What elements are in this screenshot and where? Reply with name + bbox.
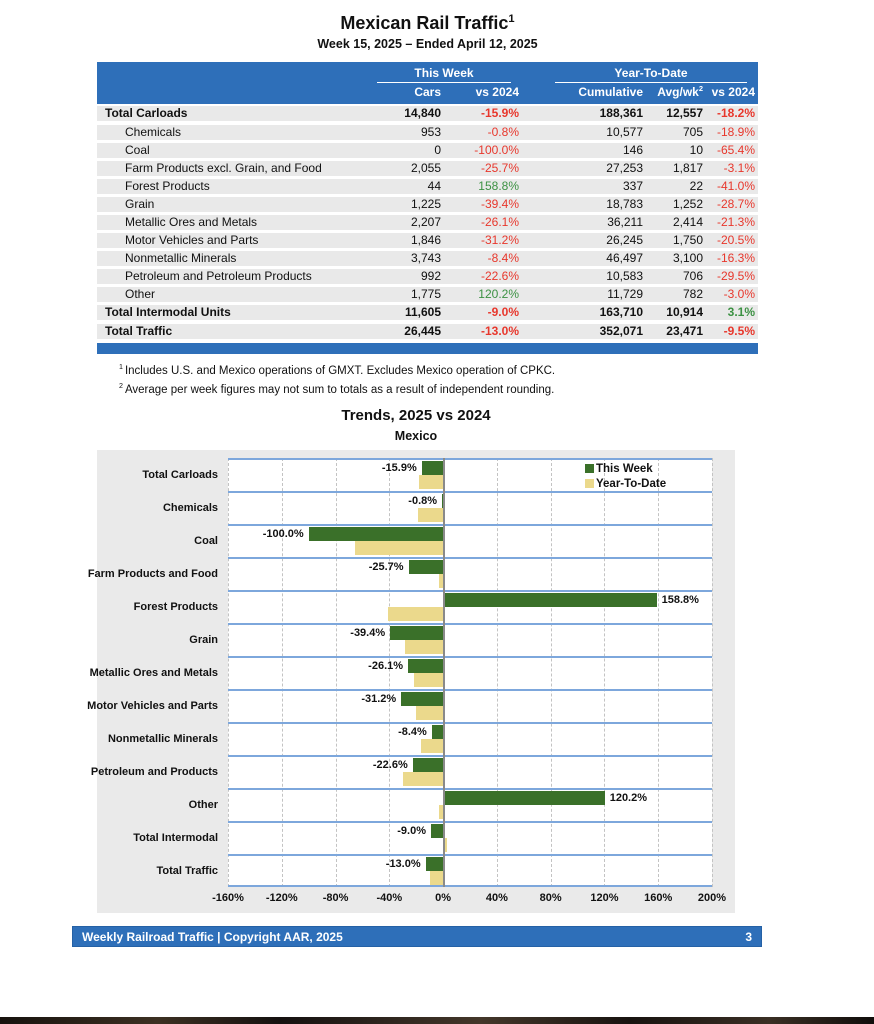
cell-this-week-vs-2024: -22.6% [480, 269, 519, 283]
cell-cumulative: 163,710 [599, 305, 643, 319]
bar-value-label: -13.0% [385, 858, 421, 870]
bar-this-week [309, 527, 443, 541]
cell-avg-wk: 10,914 [666, 305, 703, 319]
cell-cars: 44 [427, 179, 441, 193]
chart-band-plot [228, 788, 712, 821]
cell-ytd-vs-2024: -65.4% [716, 143, 755, 157]
bar-value-label: -22.6% [372, 759, 408, 771]
chart-legend [585, 461, 666, 491]
cell-cars: 2,055 [410, 161, 441, 175]
group-header-this-week: This Week [367, 67, 521, 83]
chart-band-plot [228, 755, 712, 788]
legend-item-year-to-date [585, 476, 666, 491]
legend-swatch-this-week-icon [585, 464, 594, 473]
bar-year-to-date [416, 706, 444, 720]
chart-band [87, 689, 712, 722]
cell-avg-wk: 1,252 [672, 197, 703, 211]
next-page-edge [0, 1017, 874, 1024]
table-row [97, 197, 758, 212]
col-header-cumulative: Cumulative [578, 84, 643, 99]
table-row [97, 287, 758, 302]
chart-band-plot [228, 722, 712, 755]
cell-cars: 1,846 [410, 233, 441, 247]
title-footnote-marker: 1 [508, 13, 515, 25]
page-title-text: Mexican Rail Traffic [340, 13, 509, 33]
bar-value-label: 120.2% [609, 792, 648, 804]
axis-tick-label: -160% [212, 892, 244, 904]
cell-ytd-vs-2024: -18.9% [716, 125, 755, 139]
legend-label-year-to-date: Year-To-Date [596, 477, 667, 490]
bar-this-week [443, 593, 656, 607]
chart-category-label: Total Traffic [156, 864, 218, 877]
table-row [97, 179, 758, 194]
cell-avg-wk: 1,750 [672, 233, 703, 247]
cell-avg-wk: 706 [682, 269, 703, 283]
chart-band [89, 656, 712, 689]
bar-value-label: -8.4% [398, 726, 427, 738]
bar-this-week [408, 659, 443, 673]
row-label: Farm Products excl. Grain, and Food [125, 161, 322, 175]
table-row [97, 251, 758, 266]
chart-band [97, 491, 712, 524]
chart-subtitle: Mexico [394, 429, 438, 443]
cell-ytd-vs-2024: -20.5% [716, 233, 755, 247]
chart-category-label: Total Intermodal [133, 831, 218, 844]
footnote-line: $^1$ Includes U.S. and Mexico operations of GMXT. Excludes Mexico operation of CPKC. [119, 363, 556, 377]
table-row [97, 125, 758, 140]
cell-cumulative: 337 [622, 179, 643, 193]
bar-this-week [426, 857, 443, 871]
cell-this-week-vs-2024: -25.7% [480, 161, 519, 175]
axis-tick-label: 160% [644, 892, 673, 904]
footnotes [119, 362, 758, 400]
footnote-line: $^2$ Average per week figures may not sum to totals as a result of independent rounding. [119, 382, 555, 396]
col-header-cars: Cars [414, 84, 441, 99]
row-label: Nonmetallic Minerals [125, 251, 237, 265]
chart-band [87, 557, 712, 590]
cell-cars: 11,605 [404, 305, 441, 319]
group-header-year-to-date: Year-To-Date [545, 67, 757, 83]
table-row [97, 143, 758, 158]
gridline [712, 458, 713, 887]
col-header-tw-vs-2024: vs 2024 [475, 84, 519, 99]
cell-this-week-vs-2024: -26.1% [480, 215, 519, 229]
row-label: Grain [125, 197, 155, 211]
bar-value-label: -0.8% [408, 495, 438, 507]
bar-this-week [443, 791, 605, 805]
chart-category-label: Forest Products [133, 600, 218, 613]
cell-cars: 1,775 [410, 287, 441, 301]
chart-band-plot [228, 590, 712, 623]
chart-band-plot [228, 854, 712, 887]
bar-value-label: -26.1% [368, 660, 404, 672]
bar-value-label: -9.0% [397, 825, 427, 837]
chart-band [97, 821, 712, 854]
cell-cumulative: 18,783 [606, 197, 643, 211]
cell-this-week-vs-2024: -13.0% [480, 324, 519, 338]
chart-category-label: Grain [189, 633, 218, 646]
chart-title: Trends, 2025 vs 2024 [341, 407, 491, 424]
cell-this-week-vs-2024: 158.8% [478, 179, 519, 193]
bar-value-label: -100.0% [262, 528, 304, 540]
bar-year-to-date [418, 508, 443, 522]
bar-year-to-date [419, 475, 443, 489]
bar-this-week [422, 461, 443, 475]
table-row [97, 305, 758, 320]
cell-ytd-vs-2024: -16.3% [716, 251, 755, 265]
cell-cars: 0 [434, 143, 441, 157]
row-label: Total Traffic [105, 324, 173, 338]
cell-cars: 1,225 [410, 197, 441, 211]
cell-avg-wk: 3,100 [672, 251, 703, 265]
cell-avg-wk: 23,471 [666, 324, 703, 338]
bar-this-week [431, 824, 443, 838]
chart-band [97, 788, 712, 821]
cell-this-week-vs-2024: -0.8% [487, 125, 519, 139]
chart-band [97, 590, 712, 623]
page-title [97, 12, 758, 34]
traffic-table [97, 62, 758, 354]
table-row [97, 161, 758, 176]
legend-item-this-week [585, 461, 666, 476]
cell-this-week-vs-2024: -9.0% [487, 305, 519, 319]
chart-band [97, 854, 712, 887]
cell-cars: 26,445 [404, 324, 441, 338]
cell-cars: 953 [420, 125, 441, 139]
cell-cars: 2,207 [410, 215, 441, 229]
chart-band-plot [228, 557, 712, 590]
bar-value-label: -31.2% [361, 693, 397, 705]
zero-axis-line [443, 458, 445, 887]
table-header [97, 62, 758, 104]
bar-this-week [432, 725, 443, 739]
cell-this-week-vs-2024: -8.4% [487, 251, 519, 265]
chart-band-plot [228, 656, 712, 689]
chart-category-label: Farm Products and Food [87, 567, 218, 580]
bar-this-week [409, 560, 444, 574]
cell-ytd-vs-2024: -29.5% [716, 269, 755, 283]
bar-this-week [413, 758, 443, 772]
bar-this-week [390, 626, 443, 640]
bar-year-to-date [430, 871, 443, 885]
cell-avg-wk: 782 [682, 287, 703, 301]
table-row [97, 233, 758, 248]
table-row [97, 269, 758, 284]
axis-tick-label: -40% [376, 892, 403, 904]
cell-avg-wk: 1,817 [672, 161, 703, 175]
cell-ytd-vs-2024: 3.1% [727, 305, 755, 319]
cell-cumulative: 352,071 [599, 324, 643, 338]
chart-category-label: Petroleum and Products [90, 765, 218, 778]
cell-this-week-vs-2024: -31.2% [480, 233, 519, 247]
bar-year-to-date [355, 541, 443, 555]
row-label: Total Carloads [105, 106, 188, 120]
chart-band-plot [228, 821, 712, 854]
axis-tick-label: 80% [539, 892, 562, 904]
chart-band-plot [228, 524, 712, 557]
cell-cumulative: 146 [622, 143, 643, 157]
chart-band-plot [228, 623, 712, 656]
chart-category-label: Coal [194, 534, 218, 547]
cell-ytd-vs-2024: -28.7% [716, 197, 755, 211]
row-label: Total Intermodal Units [105, 305, 231, 319]
bar-value-label: -39.4% [350, 627, 386, 639]
table-row [97, 106, 758, 121]
cell-cars: 992 [420, 269, 441, 283]
chart-band [97, 722, 712, 755]
axis-tick-label: -120% [265, 892, 298, 904]
bar-year-to-date [403, 772, 443, 786]
row-label: Motor Vehicles and Parts [125, 233, 259, 247]
chart-band-plot [228, 689, 712, 722]
chart-bands [87, 458, 712, 887]
table-bottom-bar [97, 343, 758, 354]
trends-bar-chart [87, 450, 735, 913]
chart-category-label: Total Carloads [142, 468, 218, 481]
bar-value-label: -15.9% [381, 462, 417, 474]
cell-cumulative: 11,729 [607, 287, 643, 301]
bar-this-week [401, 692, 443, 706]
axis-tick-label: 40% [485, 892, 508, 904]
chart-band [90, 755, 712, 788]
chart-band [97, 623, 712, 656]
chart-category-label: Other [188, 798, 218, 811]
bar-year-to-date [414, 673, 443, 687]
bar-year-to-date [405, 640, 444, 654]
cell-cumulative: 27,253 [606, 161, 643, 175]
cell-this-week-vs-2024: -100.0% [474, 143, 519, 157]
x-axis [212, 887, 727, 907]
bar-year-to-date [388, 607, 443, 621]
cell-avg-wk: 10 [689, 143, 703, 157]
cell-cumulative: 26,245 [606, 233, 643, 247]
footer-bar [72, 926, 762, 947]
bar-value-label: -25.7% [368, 561, 404, 573]
chart-category-label: Chemicals [162, 501, 218, 514]
row-label: Petroleum and Petroleum Products [125, 269, 312, 283]
axis-tick-label: 120% [590, 892, 619, 904]
row-label: Metallic Ores and Metals [125, 215, 258, 229]
table-row [97, 215, 758, 230]
page-subtitle: Week 15, 2025 – Ended April 12, 2025 [317, 37, 538, 51]
col-header-ytd-vs-2024: vs 2024 [711, 84, 755, 99]
legend-label-this-week: This Week [596, 462, 653, 475]
axis-tick-label: 0% [435, 892, 452, 904]
cell-cumulative: 188,361 [599, 106, 643, 120]
cell-cumulative: 10,583 [606, 269, 643, 283]
cell-cumulative: 10,577 [606, 125, 643, 139]
cell-this-week-vs-2024: -15.9% [480, 106, 519, 120]
cell-cars: 14,840 [404, 106, 441, 120]
col-header-avg-wk: Avg/$wk^2$ [657, 83, 703, 99]
cell-avg-wk: 22 [689, 179, 703, 193]
cell-ytd-vs-2024: -9.5% [723, 324, 755, 338]
cell-cumulative: 36,211 [607, 215, 643, 229]
axis-tick-label: -80% [322, 892, 349, 904]
cell-ytd-vs-2024: -3.1% [723, 161, 755, 175]
cell-this-week-vs-2024: 120.2% [478, 287, 519, 301]
chart-category-label: Metallic Ores and Metals [89, 666, 218, 679]
cell-avg-wk: 12,557 [666, 106, 703, 120]
cell-avg-wk: 705 [682, 125, 703, 139]
cell-cumulative: 46,497 [606, 251, 643, 265]
row-label: Other [125, 287, 156, 301]
cell-cars: 3,743 [410, 251, 441, 265]
cell-ytd-vs-2024: -3.0% [723, 287, 755, 301]
page-number: 3 [745, 929, 752, 944]
row-label: Chemicals [125, 125, 182, 139]
cell-ytd-vs-2024: -41.0% [716, 179, 755, 193]
cell-ytd-vs-2024: -18.2% [716, 106, 755, 120]
cell-ytd-vs-2024: -21.3% [716, 215, 755, 229]
row-label: Forest Products [125, 179, 210, 193]
footer-text: Weekly Railroad Traffic | Copyright AAR, 2025 [82, 929, 343, 944]
axis-tick-label: 200% [697, 892, 727, 904]
table-row [97, 324, 758, 339]
chart-category-label: Motor Vehicles and Parts [87, 699, 218, 712]
cell-this-week-vs-2024: -39.4% [480, 197, 519, 211]
bar-year-to-date [421, 739, 443, 753]
chart-band-plot [228, 491, 712, 524]
row-label: Coal [125, 143, 150, 157]
cell-avg-wk: 2,414 [672, 215, 703, 229]
chart-category-label: Nonmetallic Minerals [107, 732, 218, 745]
table-body [97, 106, 758, 339]
chart-band [97, 524, 712, 557]
legend-swatch-year-to-date-icon [585, 479, 594, 488]
bar-value-label: 158.8% [661, 594, 699, 606]
